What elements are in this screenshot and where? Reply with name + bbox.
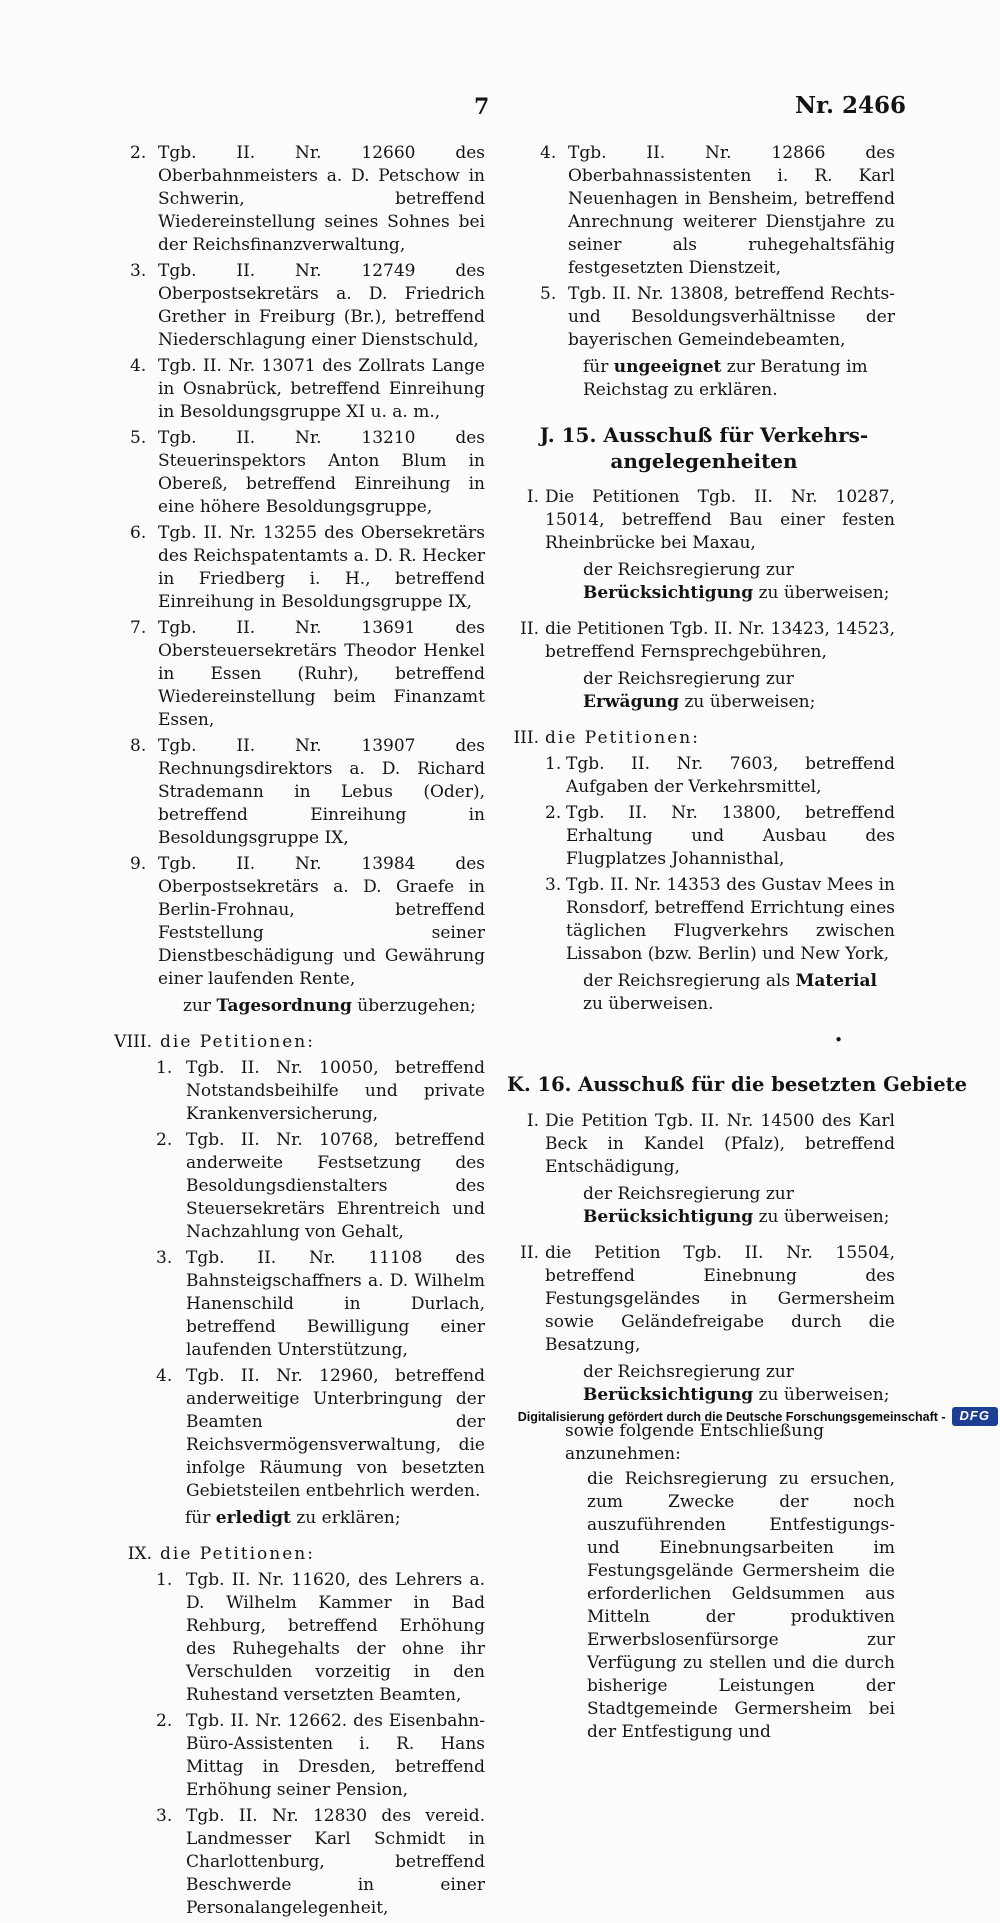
petitions-heading: die Petitionen:	[545, 728, 700, 748]
petition-item	[545, 802, 895, 871]
resolution-post: zu überweisen;	[679, 692, 816, 712]
section-j-item-iii	[513, 727, 895, 1016]
petition-text: die Petitionen Tgb. II. Nr. 13423, 14523, betreffend Fernsprechgebühren,	[545, 619, 895, 662]
item-number: 5.	[130, 428, 147, 448]
resolution-keyword: Tagesordnung	[216, 996, 352, 1016]
resolution-post: zur Beratung im Reichstag zu erklären.	[583, 357, 868, 400]
item-number: 7.	[130, 618, 147, 638]
petition-item	[156, 1057, 485, 1126]
item-text: Tgb. II. Nr. 13255 des Obersekretärs des Reichspatentamts a. D. R. Hecker in Friedberg i. H., betreffend Einreihung in Besoldungsgruppe IX,	[158, 523, 485, 612]
item-text: Tgb. II. Nr. 13210 des Steuerinspektors Anton Blum in Obereß, betreffend Einreihung in eine höhere Besoldungsgruppe,	[158, 428, 485, 517]
item-number: 1.	[545, 754, 562, 774]
item-text: Tgb. II. Nr. 13907 des Rechnungsdirektors a. D. Richard Strademann in Lebus (Oder), betreffend Einreihung in Besoldungsgruppe IX,	[158, 736, 485, 848]
item-number: 4.	[130, 356, 147, 376]
resolution-post: überzugehen;	[351, 996, 476, 1016]
petition-item	[156, 1805, 485, 1920]
item-number: 2.	[545, 803, 562, 823]
resolution-keyword: Berücksichtigung	[583, 1207, 754, 1227]
resolution-post: zu erklären;	[290, 1508, 401, 1528]
petition-item	[130, 260, 485, 352]
item-text: Tgb. II. Nr. 13691 des Obersteuersekretärs Theodor Henkel in Essen (Ruhr), betreffend Wiedereinstellung beim Finanzamt Essen,	[158, 618, 485, 730]
resolution-pre: der Reichsregierung als	[583, 971, 796, 991]
resolution-beruecksichtigung	[583, 1361, 895, 1407]
item-number: 3.	[156, 1248, 173, 1268]
digitization-credit: Digitalisierung gefördert durch die Deutsche Forschungsgemeinschaft -	[517, 1409, 946, 1424]
page-number: 7	[474, 94, 490, 120]
petition-item	[156, 1569, 485, 1707]
roman-numeral-ix: IX.	[127, 1544, 152, 1564]
item-number: 4.	[540, 143, 557, 163]
resolution-post: zu überweisen;	[753, 1207, 890, 1227]
petitions-heading: die Petitionen:	[160, 1544, 315, 1564]
petition-item	[545, 874, 895, 966]
petition-list-ix	[156, 1569, 485, 1920]
item-text: Tgb. II. Nr. 11620, des Lehrers a. D. Wilhelm Kammer in Bad Rehburg, betreffend Erhöhung des Ruhegehalts der ohne ihr Verschulden vorzeitig in den Ruhestand versetzten Beamten,	[186, 1570, 485, 1705]
petition-list-j-iii	[545, 753, 895, 966]
item-text: Tgb. II. Nr. 10050, betreffend Notstandsbeihilfe und private Krankenversicherung,	[186, 1058, 485, 1124]
resolution-keyword: Berücksichtigung	[583, 583, 754, 603]
item-text: Tgb. II. Nr. 13800, betreffend Erhaltung und Ausbau des Flugplatzes Johannisthal,	[566, 803, 895, 869]
petition-text: Die Petitionen Tgb. II. Nr. 10287, 15014, betreffend Bau einer festen Rheinbrücke bei Maxau,	[545, 487, 895, 553]
petition-list-viii	[156, 1057, 485, 1503]
petition-item	[130, 522, 485, 614]
roman-numeral-iii: III.	[513, 728, 539, 748]
resolution-keyword: Berücksichtigung	[583, 1385, 754, 1405]
resolution-pre: für	[583, 357, 614, 377]
resolution-keyword: Material	[795, 971, 877, 991]
resolution-keyword: ungeeignet	[613, 357, 722, 377]
item-number: 9.	[130, 854, 147, 874]
item-text: Tgb. II. Nr. 13984 des Oberpostsekretärs a. D. Graefe in Berlin-Frohnau, betreffend Feststellung seiner Dienstbeschädigung und Gewährung einer laufenden Rente,	[158, 854, 485, 989]
item-text: Tgb. II. Nr. 12960, betreffend anderweitige Unterbringung der Beamten der Reichsvermögensverwaltung, die infolge Räumung von besetzten Gebietsteilen entbehrlich werden.	[186, 1366, 485, 1501]
item-number: 4.	[156, 1366, 173, 1386]
petition-text: Die Petition Tgb. II. Nr. 14500 des Karl Beck in Kandel (Pfalz), betreffend Entschädigung,	[545, 1111, 895, 1177]
item-number: 6.	[130, 523, 147, 543]
item-number: 3.	[130, 261, 147, 281]
petition-item	[540, 283, 895, 352]
resolution-beruecksichtigung	[583, 1183, 895, 1229]
petition-item	[156, 1129, 485, 1244]
section-j-heading-line1: J. 15. Ausschuß für Verkehrs-	[539, 423, 869, 447]
item-number: 3.	[156, 1806, 173, 1826]
petition-list-vii-continued	[130, 142, 485, 991]
document-number: Nr. 2466	[795, 92, 907, 119]
item-text: Tgb. II. Nr. 12662. des Eisenbahn-Büro-Assistenten i. R. Hans Mittag in Dresden, betreffend Erhöhung seiner Pension,	[186, 1711, 485, 1800]
resolution-erledigt	[185, 1507, 485, 1530]
digitization-footer	[518, 1407, 998, 1426]
item-number: 3.	[545, 875, 562, 895]
resolution-erwaegung	[583, 668, 895, 714]
item-text: Tgb. II. Nr. 12660 des Oberbahnmeisters a. D. Petschow in Schwerin, betreffend Wiedereinstellung seines Sohnes bei der Reichsfinanzverwaltung,	[158, 143, 485, 255]
section-viii	[103, 1031, 485, 1530]
section-k-item-ii	[513, 1242, 895, 1407]
roman-numeral-ii: II.	[520, 619, 539, 639]
resolution-pre: der Reichsregierung zur	[583, 1184, 794, 1204]
resolution-keyword: Erwägung	[583, 692, 680, 712]
petition-text: die Petition Tgb. II. Nr. 15504, betreffend Einebnung des Festungsgeländes in Germersheim sowie Geländefreigabe durch die Besatzung,	[545, 1243, 895, 1355]
section-j-heading	[513, 422, 895, 474]
roman-numeral-i: I.	[526, 487, 539, 507]
resolution-pre: für	[185, 1508, 216, 1528]
section-j-item-ii	[513, 618, 895, 714]
petition-item	[130, 355, 485, 424]
item-number: 2.	[130, 143, 147, 163]
petition-item	[156, 1710, 485, 1802]
petition-item	[130, 853, 485, 991]
resolution-pre: der Reichsregierung zur	[583, 1362, 794, 1382]
item-text: Tgb. II. Nr. 12830 des vereid. Landmesser Karl Schmidt in Charlottenburg, betreffend Beschwerde in einer Personalangelegenheit,	[186, 1806, 485, 1918]
item-number: 2.	[156, 1130, 173, 1150]
left-column	[103, 142, 485, 1923]
roman-numeral-viii: VIII.	[114, 1032, 152, 1052]
petition-item	[130, 735, 485, 850]
item-text: Tgb. II. Nr. 10768, betreffend anderweite Festsetzung des Besoldungsdienstalters des Steuersekretärs Ehrentreich und Nachzahlung von Gehalt,	[186, 1130, 485, 1242]
petition-item	[156, 1365, 485, 1503]
dfg-logo: DFG	[952, 1407, 998, 1426]
item-number: 8.	[130, 736, 147, 756]
section-j-item-i	[513, 486, 895, 605]
resolution-ungeeignet	[583, 356, 895, 402]
roman-numeral-i: I.	[526, 1111, 539, 1131]
section-j-heading-line2: angelegenheiten	[610, 449, 798, 473]
item-number: 1.	[156, 1570, 173, 1590]
item-text: Tgb. II. Nr. 7603, betreffend Aufgaben der Verkehrsmittel,	[566, 754, 895, 797]
resolution-pre: zur	[183, 996, 217, 1016]
section-ix	[103, 1543, 485, 1920]
petition-item	[130, 142, 485, 257]
petition-item	[130, 617, 485, 732]
petition-item	[540, 142, 895, 280]
item-text: Tgb. II. Nr. 12866 des Oberbahnassistenten i. R. Karl Neuenhagen in Bensheim, betreffend Anrechnung weiterer Dienstjahre zu seiner als ruhegehaltsfähig festgesetzten Dienstzeit,	[568, 143, 895, 278]
petitions-heading: die Petitionen:	[160, 1032, 315, 1052]
petition-item	[156, 1247, 485, 1362]
resolution-post: zu überweisen;	[753, 583, 890, 603]
separator-bullet: •	[834, 1031, 843, 1049]
section-k-item-i	[513, 1110, 895, 1229]
section-k-heading: K. 16. Ausschuß für die besetzten Gebiete	[507, 1073, 968, 1096]
petition-list-vii-right-continued	[540, 142, 895, 352]
item-text: Tgb. II. Nr. 11108 des Bahnsteigschaffners a. D. Wilhelm Hanenschild in Durlach, betreffend Bewilligung einer laufenden Unterstützung,	[186, 1248, 485, 1360]
resolution-pre: der Reichsregierung zur	[583, 560, 794, 580]
resolution-pre: der Reichsregierung zur	[583, 669, 794, 689]
petition-item	[130, 427, 485, 519]
item-number: 5.	[540, 284, 557, 304]
resolution-post: zu überweisen;	[753, 1385, 890, 1405]
right-column	[507, 142, 968, 1744]
resolution-material	[583, 970, 895, 1016]
item-text: Tgb. II. Nr. 13808, betreffend Rechts- und Besoldungsverhältnisse der bayerischen Gemeindebeamten,	[568, 284, 895, 350]
item-text: Tgb. II. Nr. 14353 des Gustav Mees in Ronsdorf, betreffend Errichtung eines täglichen Flugverkehrs zwischen Lissabon (bzw. Berlin) und New York,	[566, 875, 895, 964]
roman-numeral-ii: II.	[520, 1243, 539, 1263]
item-number: 1.	[156, 1058, 173, 1078]
resolution-post: zu überweisen.	[583, 994, 714, 1014]
item-number: 2.	[156, 1711, 173, 1731]
item-text: Tgb. II. Nr. 13071 des Zollrats Lange in Osnabrück, betreffend Einreihung in Besoldungsgruppe XI u. a. m.,	[158, 356, 485, 422]
petition-item	[545, 753, 895, 799]
item-text: Tgb. II. Nr. 12749 des Oberpostsekretärs a. D. Friedrich Grether in Freiburg (Br.), betreffend Niederschlagung einer Dienstschuld,	[158, 261, 485, 350]
resolution-tagesordnung	[183, 995, 485, 1018]
resolution-note: sowie folgende Entschließung anzunehmen:	[565, 1421, 825, 1464]
resolution-keyword: erledigt	[215, 1508, 291, 1528]
resolution-beruecksichtigung	[583, 559, 895, 605]
resolution-paragraph: die Reichsregierung zu ersuchen, zum Zwecke der noch auszuführenden Entfestigungs- und Einebnungsarbeiten im Festungsgelände Germersheim die erforderlichen Geldsummen aus Mitteln der produktiven Erwerbslosenfürsorge zur Verfügung zu stellen und die durch bisherige Leistungen der Stadtgemeinde Germersheim bei der Entfestigung und	[587, 1469, 895, 1742]
